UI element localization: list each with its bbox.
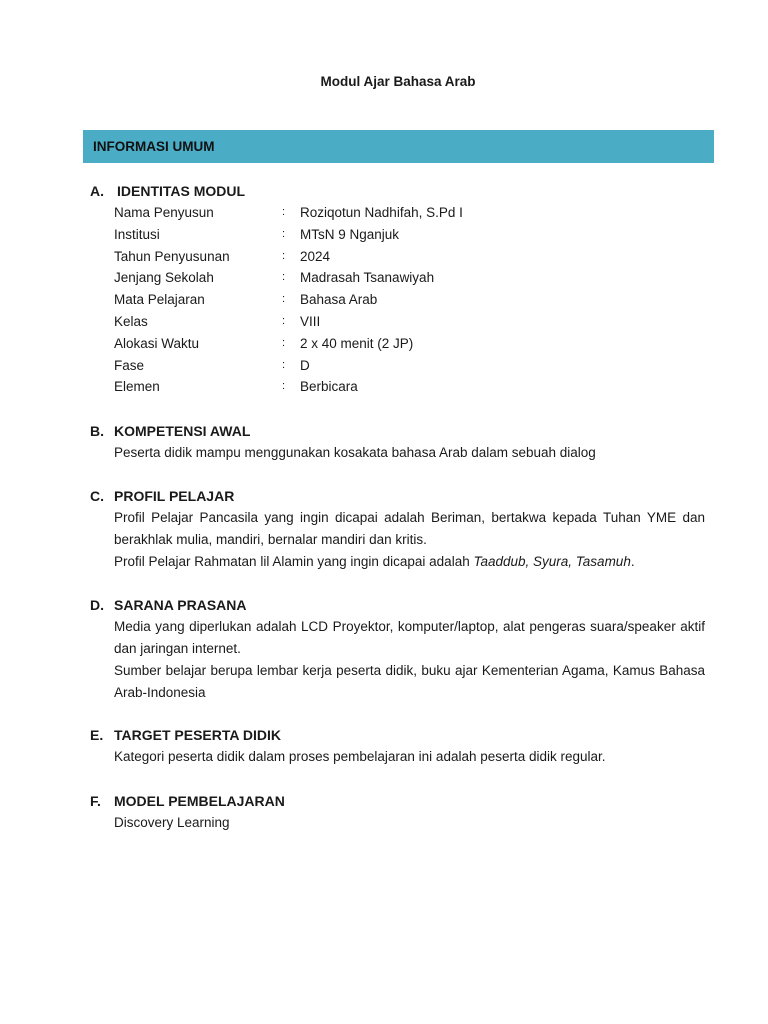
identity-colon: : — [282, 249, 286, 262]
profil-rahmatan-period: . — [630, 554, 635, 569]
identity-colon: : — [282, 227, 286, 240]
section-body: Kategori peserta didik dalam proses pembelajaran ini adalah peserta didik regular. — [114, 749, 606, 764]
identity-row — [114, 224, 705, 246]
identity-value: Roziqotun Nadhifah, S.Pd I — [300, 205, 463, 220]
section-body: Discovery Learning — [114, 815, 230, 830]
identity-row — [114, 246, 705, 268]
identity-row — [114, 311, 705, 333]
identity-colon: : — [282, 206, 286, 218]
profil-pancasila-paragraph: Profil Pelajar Pancasila yang ingin dicapai adalah Beriman, bertakwa kepada Tuhan YME dan berakhlak mulia, mandiri, bernalar mandiri dan kritis. — [114, 510, 705, 547]
identity-label: Institusi — [114, 226, 160, 242]
section-title: TARGET PESERTA DIDIK — [114, 727, 281, 743]
section-heading — [90, 594, 705, 616]
identity-row — [114, 355, 705, 377]
identity-label: Mata Pelajaran — [114, 292, 205, 308]
section-profil-pelajar — [90, 485, 705, 573]
section-letter: E. — [90, 727, 104, 743]
identity-label: Fase — [114, 357, 145, 373]
identity-label: Nama Penyusun — [114, 205, 214, 220]
section-title: MODEL PEMBELAJARAN — [114, 793, 285, 809]
section-title: IDENTITAS MODUL — [117, 183, 246, 199]
section-letter: D. — [90, 597, 104, 613]
identity-value: Bahasa Arab — [300, 292, 378, 308]
section-letter: A. — [90, 183, 104, 199]
section-kompetensi-awal — [90, 420, 705, 464]
section-title: SARANA PRASANA — [114, 597, 247, 613]
section-identitas-modul — [90, 180, 705, 398]
section-body: Peserta didik mampu menggunakan kosakata bahasa Arab dalam sebuah dialog — [114, 445, 596, 460]
identity-row — [114, 202, 705, 224]
section-letter: C. — [90, 488, 104, 504]
identity-value: D — [300, 357, 310, 373]
section-sarana-prasana — [90, 594, 705, 704]
identity-row — [114, 267, 705, 289]
section-banner — [83, 130, 714, 163]
identity-row — [114, 289, 705, 311]
profil-rahmatan-values: Taaddub, Syura, Tasamuh — [473, 554, 631, 569]
identity-colon: : — [282, 271, 286, 284]
identity-value: Madrasah Tsanawiyah — [300, 270, 435, 286]
section-model-pembelajaran — [90, 790, 705, 834]
identity-value: 2 x 40 menit (2 JP) — [300, 335, 414, 351]
document-title: Modul Ajar Bahasa Arab — [320, 74, 476, 89]
section-title: PROFIL PELAJAR — [114, 488, 235, 504]
identity-row — [114, 376, 705, 398]
identity-value: Berbicara — [300, 379, 358, 395]
identity-label: Tahun Penyusunan — [114, 248, 230, 264]
banner-label: INFORMASI UMUM — [93, 139, 215, 154]
identity-colon: : — [282, 293, 286, 306]
identity-row — [114, 333, 705, 355]
media-paragraph: Media yang diperlukan adalah LCD Proyektor, komputer/laptop, alat pengeras suara/speaker aktif dan jaringan internet. — [114, 619, 705, 656]
identity-value: 2024 — [300, 248, 331, 264]
identity-table — [90, 202, 705, 398]
identity-colon: : — [282, 314, 286, 327]
section-target-peserta-didik — [90, 724, 705, 768]
section-heading — [90, 790, 705, 812]
profil-rahmatan-text: Profil Pelajar Rahmatan lil Alamin yang ingin dicapai adalah — [114, 554, 474, 569]
identity-value: MTsN 9 Nganjuk — [300, 226, 400, 242]
profil-rahmatan-paragraph — [114, 551, 705, 573]
identity-label: Kelas — [114, 313, 148, 329]
section-heading — [90, 724, 705, 746]
section-heading — [90, 420, 705, 442]
identity-colon: : — [282, 336, 286, 349]
identity-value: VIII — [300, 313, 321, 329]
section-title: KOMPETENSI AWAL — [114, 423, 251, 439]
section-letter: F. — [90, 793, 101, 809]
section-heading — [90, 180, 705, 202]
identity-label: Elemen — [114, 379, 160, 395]
identity-label: Alokasi Waktu — [114, 335, 200, 351]
identity-colon: : — [282, 380, 286, 393]
sumber-belajar-paragraph: Sumber belajar berupa lembar kerja peserta didik, buku ajar Kementerian Agama, Kamus Bahasa Arab-Indonesia — [114, 663, 705, 700]
identity-label: Jenjang Sekolah — [114, 270, 214, 286]
section-letter: B. — [90, 423, 104, 439]
identity-colon: : — [282, 358, 286, 371]
section-heading — [90, 485, 705, 507]
